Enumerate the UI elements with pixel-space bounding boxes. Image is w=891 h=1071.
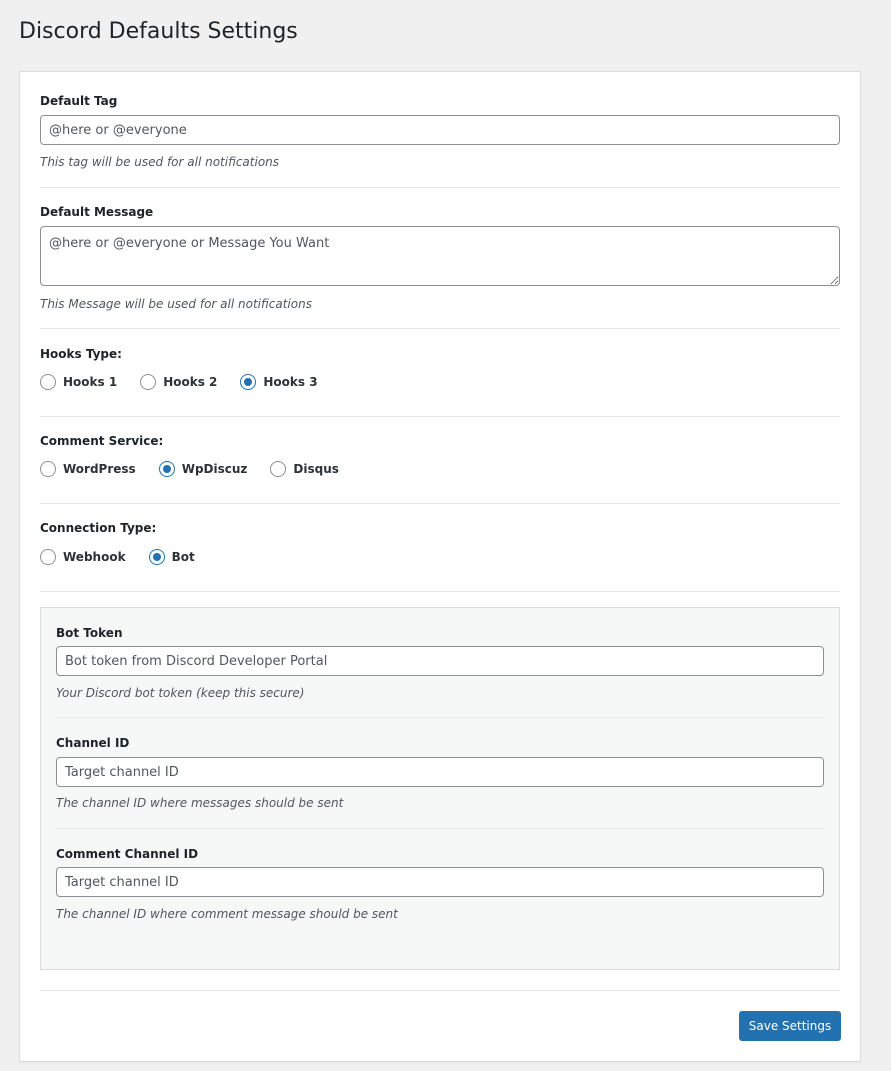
divider bbox=[40, 328, 840, 329]
hooks-type-option-2[interactable] bbox=[140, 374, 217, 390]
comment-channel-id-input[interactable] bbox=[56, 867, 824, 897]
radio-button[interactable] bbox=[40, 461, 56, 477]
radio-button-selected[interactable] bbox=[149, 549, 165, 565]
divider bbox=[40, 416, 840, 417]
radio-button[interactable] bbox=[140, 374, 156, 390]
connection-type-label: Connection Type: bbox=[40, 521, 157, 535]
radio-label[interactable]: Disqus bbox=[293, 462, 339, 476]
radio-label[interactable]: Webhook bbox=[63, 550, 126, 564]
radio-label[interactable]: Hooks 2 bbox=[163, 375, 218, 389]
radio-label[interactable]: Hooks 3 bbox=[263, 375, 318, 389]
default-tag-description: This tag will be used for all notifications bbox=[40, 155, 280, 169]
channel-id-label: Channel ID bbox=[56, 736, 130, 750]
settings-card bbox=[19, 71, 861, 1062]
divider bbox=[56, 717, 824, 718]
comment-service-radio-group bbox=[40, 461, 362, 477]
divider bbox=[56, 828, 824, 829]
hooks-type-radio-group bbox=[40, 374, 341, 390]
hooks-type-option-3[interactable] bbox=[240, 374, 317, 390]
comment-service-option-wpdiscuz[interactable] bbox=[159, 461, 248, 477]
bot-token-description: Your Discord bot token (keep this secure) bbox=[56, 686, 305, 700]
radio-button-selected[interactable] bbox=[240, 374, 256, 390]
page-title: Discord Defaults Settings bbox=[19, 19, 298, 44]
radio-button-selected[interactable] bbox=[159, 461, 175, 477]
bot-token-input[interactable] bbox=[56, 646, 824, 676]
bot-settings-panel bbox=[40, 607, 840, 970]
comment-service-option-disqus[interactable] bbox=[270, 461, 339, 477]
comment-channel-id-description: The channel ID where comment message should be sent bbox=[56, 907, 398, 921]
default-tag-input[interactable] bbox=[40, 115, 840, 145]
default-message-label: Default Message bbox=[40, 205, 154, 219]
connection-type-radio-group bbox=[40, 549, 218, 565]
channel-id-input[interactable] bbox=[56, 757, 824, 787]
save-settings-button[interactable]: Save Settings bbox=[739, 1011, 841, 1041]
comment-service-option-wordpress[interactable] bbox=[40, 461, 136, 477]
comment-channel-id-label: Comment Channel ID bbox=[56, 847, 199, 861]
radio-button[interactable] bbox=[40, 374, 56, 390]
hooks-type-label: Hooks Type: bbox=[40, 347, 122, 361]
connection-type-option-webhook[interactable] bbox=[40, 549, 126, 565]
radio-button[interactable] bbox=[40, 549, 56, 565]
comment-service-label: Comment Service: bbox=[40, 434, 164, 448]
radio-label[interactable]: Bot bbox=[171, 550, 195, 564]
default-tag-label: Default Tag bbox=[40, 94, 118, 108]
radio-label[interactable]: WordPress bbox=[63, 462, 136, 476]
divider bbox=[40, 591, 840, 592]
connection-type-option-bot[interactable] bbox=[149, 549, 195, 565]
channel-id-description: The channel ID where messages should be sent bbox=[56, 796, 344, 810]
divider bbox=[40, 990, 840, 991]
default-message-textarea[interactable] bbox=[40, 226, 840, 286]
hooks-type-option-1[interactable] bbox=[40, 374, 117, 390]
bot-token-label: Bot Token bbox=[56, 626, 123, 640]
radio-label[interactable]: WpDiscuz bbox=[181, 462, 248, 476]
radio-label[interactable]: Hooks 1 bbox=[63, 375, 118, 389]
radio-button[interactable] bbox=[270, 461, 286, 477]
divider bbox=[40, 187, 840, 188]
default-message-description: This Message will be used for all notifications bbox=[40, 297, 312, 311]
divider bbox=[40, 503, 840, 504]
